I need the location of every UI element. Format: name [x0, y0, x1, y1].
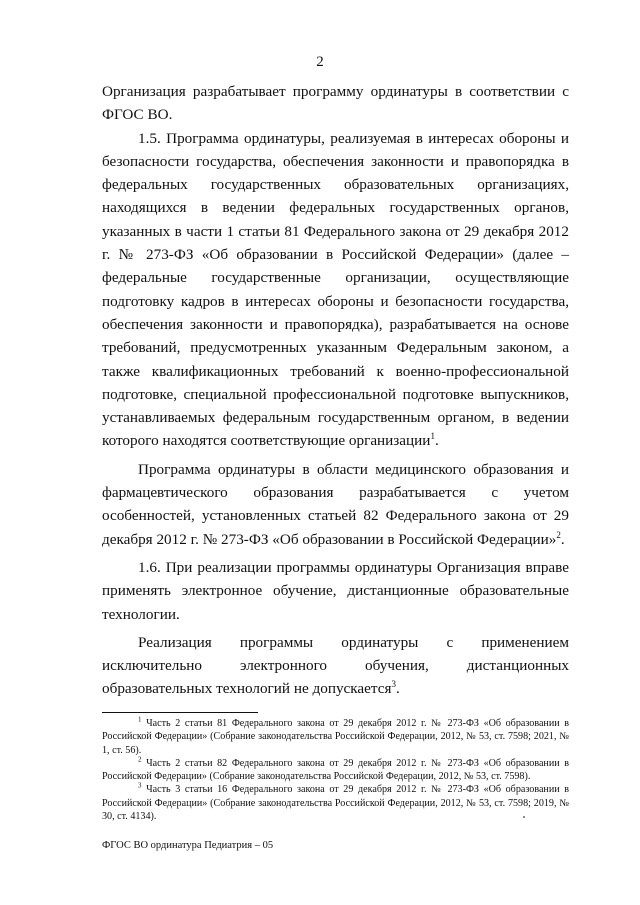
footnote-3 — [102, 783, 569, 823]
footnote-mark: 2 — [138, 755, 142, 764]
footnote-mark: 1 — [138, 715, 142, 724]
footnote-divider — [102, 712, 258, 713]
paragraph-text: Организация разрабатывает программу ординатуры в соответствии с ФГОС ВО. — [102, 83, 569, 124]
page-number: 2 — [316, 54, 324, 70]
footnote-ref: 3 — [391, 679, 396, 690]
paragraph-text: 1.5. Программа ординатуры, реализуемая в интересах обороны и безопасности государства, обеспечения законности и правопорядка в федеральных государственных образовательных организациях, находящихся в ведении федеральных государственных органов, указанных в части 1 статьи 81 Федерального закона от 29 декабря 2012 г. № 273-ФЗ «Об образовании в Российской Федерации» (далее – федеральные государственные организации, осуществляющие подготовку кадров в интересах обороны и безопасности государства, обеспечения законности и правопорядка), разрабатывается на основе требований, предусмотренных указанным Федеральным законом, а также квалификационных требований к военно-профессиональной подготовке, специальной профессиональной подготовке выпускников, устанавливаемых федеральным государственным органом, в ведении которого находятся соответствующие организации — [102, 129, 569, 450]
paragraph-text: Реализация программы ординатуры с применением исключительно электронного обучения, дистанционных образовательных технологий не допускается — [102, 633, 569, 698]
paragraph-text: 1.6. При реализации программы ординатуры Организация вправе применять электронное обучение, дистанционные образовательные технологии. — [102, 558, 569, 623]
document-footer: ФГОС ВО ординатура Педиатрия – 05 — [102, 840, 274, 851]
footnotes — [102, 717, 569, 823]
paragraph-1-5: 1.5. Программа ординатуры, реализуемая в интересах обороны и безопасности государства, обеспечения законности и правопорядка в федеральных государственных образовательных организациях, находящихся в ведении федеральных государственных органов, указанных в части 1 статьи 81 Федерального закона от 29 декабря 2012 г. № 273-ФЗ «Об образовании в Российской Федерации» (далее – федеральные государственные организации, осуществляющие подготовку кадров в интересах обороны и безопасности государства, обеспечения законности и правопорядка), разрабатывается на основе требований, предусмотренных указанным Федеральным законом, а также квалификационных требований к военно-профессиональной подготовке, специальной профессиональной подготовке выпускников, устанавливаемых федеральным государственным органом, в ведении которого находятся соответствующие организации$^1$. — [102, 129, 569, 450]
footnote-2 — [102, 757, 569, 784]
footnote-text: Часть 3 статьи 16 Федерального закона от 29 декабря 2012 г. № 273-ФЗ «Об образовании в Российской Федерации» (Собрание законодательства Российской Федерации, 2012, № 53, ст. 7598; 2019, № 30, ст. 4134). — [102, 784, 570, 823]
paragraph-distance-learning: Реализация программы ординатуры с применением исключительно электронного обучения, дистанционных образовательных технологий не допускается$^3$. — [102, 633, 569, 698]
footnote-text: Часть 2 статьи 82 Федерального закона от 29 декабря 2012 г. № 273-ФЗ «Об образовании в Российской Федерации» (Собрание законодательства Российской Федерации, 2012, № 53, ст. 7598). — [102, 757, 570, 783]
footnote-ref: 1 — [430, 431, 435, 442]
paragraph-medical: Программа ординатуры в области медицинского образования и фармацевтического образования разрабатывается с учетом особенностей, установленных статьей 82 Федерального закона от 29 декабря 2012 г. № 273-ФЗ «Об образовании в Российской Федерации»$^2$. — [102, 460, 569, 548]
scan-speck — [523, 816, 525, 818]
footnote-ref: 2 — [556, 529, 561, 540]
footnote-mark: 3 — [138, 782, 142, 791]
body-text — [102, 80, 569, 701]
paragraph-intro — [102, 80, 569, 127]
paragraph-text: Программа ординатуры в области медицинского образования и фармацевтического образования разрабатывается с учетом особенностей, установленных статьей 82 Федерального закона от 29 декабря 2012 г. № 273-ФЗ «Об образовании в Российской Федерации» — [102, 460, 569, 548]
footnote-1 — [102, 717, 569, 757]
footnote-text: Часть 2 статьи 81 Федерального закона от 29 декабря 2012 г. № 273-ФЗ «Об образовании в Российской Федерации» (Собрание законодательства Российской Федерации, 2012, № 53, ст. 7598; 2021, № 1, ст. 56). — [102, 718, 570, 756]
paragraph-1-6 — [102, 556, 569, 626]
